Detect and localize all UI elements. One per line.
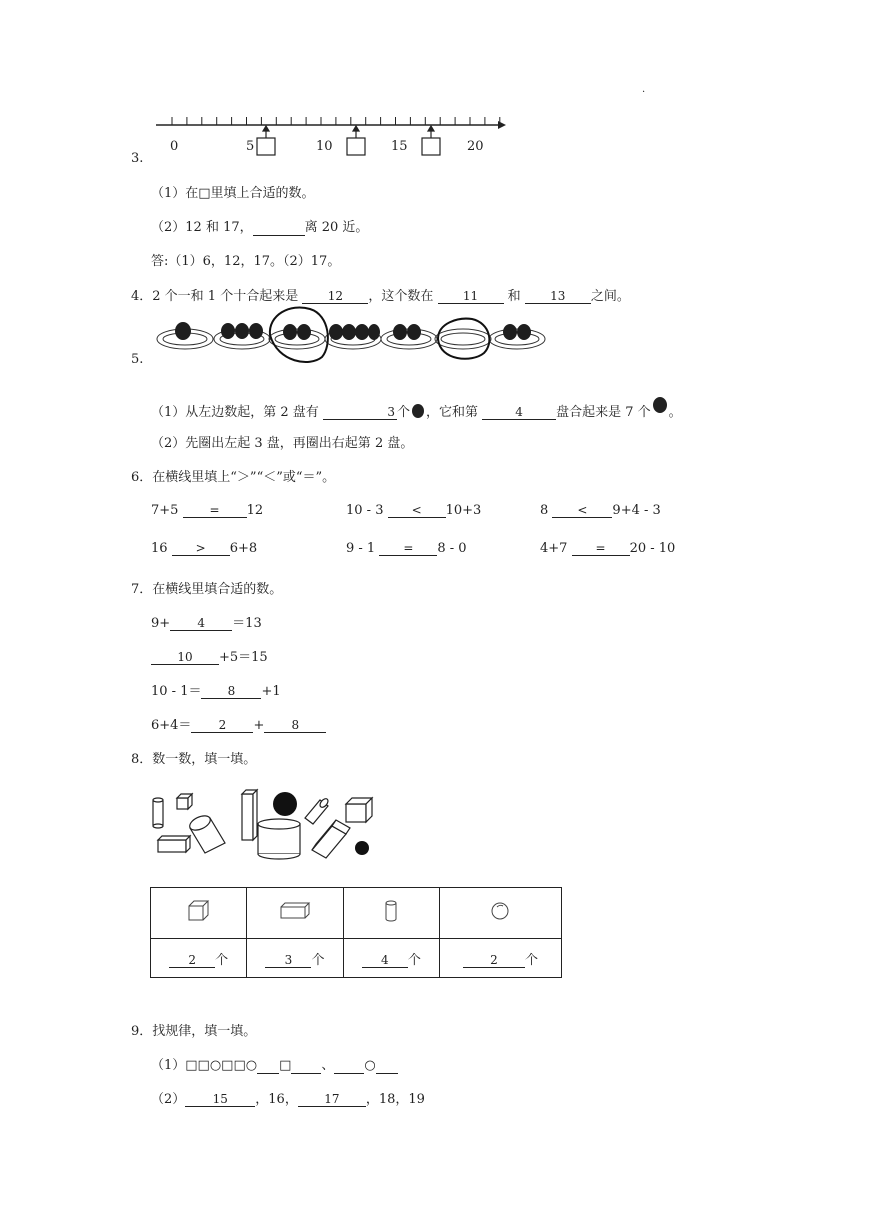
q6-blank[interactable]: > xyxy=(172,541,230,556)
q5-p1-mid2: ，它和第 xyxy=(425,405,478,420)
q6-item-right: 6+8 xyxy=(229,541,258,556)
q9-blank[interactable] xyxy=(257,1059,279,1074)
q4-blank-2[interactable]: 11 xyxy=(438,289,504,304)
q7-text: 6+4＝ xyxy=(151,718,192,733)
q5-part1 xyxy=(151,398,682,420)
unit-label: 个 xyxy=(524,952,538,968)
tick-label-20: 20 xyxy=(467,139,484,154)
q7-line-2 xyxy=(151,646,268,665)
q6-blank[interactable]: = xyxy=(183,503,247,518)
q3-part2 xyxy=(151,216,368,236)
cuboid-icon xyxy=(279,902,311,920)
q6-item-right: 8 - 0 xyxy=(437,541,467,556)
q4-blank-3[interactable]: 13 xyxy=(525,289,591,304)
solid-shapes-picture xyxy=(150,788,390,868)
q7-line-3 xyxy=(151,680,281,699)
shape-icons-row xyxy=(151,888,562,939)
unit-label: 个 xyxy=(215,952,229,968)
q5-p1-mid1: 个 xyxy=(396,405,410,420)
unit-label: 个 xyxy=(407,952,421,968)
q7-line-1 xyxy=(151,612,262,631)
q6-item-left: 4+7 xyxy=(540,541,568,556)
q7-title: 7．在横线里填合适的数。 xyxy=(131,582,283,597)
q5-blank-1[interactable]: 3 xyxy=(323,405,397,420)
q9-blank[interactable] xyxy=(376,1059,398,1074)
q6-item-left: 16 xyxy=(151,541,168,556)
table-cell xyxy=(343,939,439,978)
table-cell xyxy=(439,939,561,978)
table-cell xyxy=(343,888,439,939)
q6-blank[interactable]: = xyxy=(572,541,630,556)
q6-blank[interactable]: < xyxy=(552,503,612,518)
q6-item-2 xyxy=(346,503,481,518)
strawberry-icon xyxy=(410,402,426,418)
table-cell xyxy=(247,888,343,939)
sphere-icon xyxy=(489,900,511,922)
q3-part1: （1）在□里填上合适的数。 xyxy=(151,186,315,201)
cylinder-icon xyxy=(383,899,399,923)
q7-blank[interactable]: 4 xyxy=(170,616,232,631)
strawberry-icon xyxy=(651,398,669,416)
q9-text: □ xyxy=(279,1058,292,1073)
q6-item-4 xyxy=(151,541,257,556)
q7-text: ＝13 xyxy=(232,616,262,631)
q7-blank[interactable]: 8 xyxy=(264,718,326,733)
q3-answer: 答:（1）6，12，17。（2）17。 xyxy=(151,254,341,269)
q6-item-left: 10 - 3 xyxy=(346,503,384,518)
count-sphere-blank[interactable]: 2 xyxy=(463,953,525,968)
q3-part2-after: 离 20 近。 xyxy=(304,220,369,235)
q9-text: ，18，19 xyxy=(365,1092,425,1107)
q8-title: 8．数一数，填一填。 xyxy=(131,752,257,767)
q7-blank[interactable]: 2 xyxy=(191,718,253,733)
q6-item-right: 20 - 10 xyxy=(629,541,676,556)
q6-blank[interactable]: = xyxy=(379,541,437,556)
tick-label-10: 10 xyxy=(316,139,333,154)
q5-number: 5. xyxy=(131,352,144,367)
q3-part2-before: （2）12 和 17， xyxy=(151,220,253,235)
q4-mid1: ，这个数在 xyxy=(368,289,434,304)
tick-label-0: 0 xyxy=(170,139,179,154)
q9-text: 、 xyxy=(321,1058,335,1073)
q7-text: +5＝15 xyxy=(219,650,268,665)
strawberry-plates xyxy=(150,305,550,367)
q6-item-left: 9 - 1 xyxy=(346,541,376,556)
table-cell xyxy=(439,888,561,939)
shape-count-table xyxy=(150,887,562,978)
q5-p1-before: （1）从左边数起，第 2 盘有 xyxy=(151,405,319,420)
q9-text: （1）□□○□□○ xyxy=(151,1058,258,1073)
q9-blank[interactable]: 17 xyxy=(298,1092,366,1107)
q9-title: 9．找规律，填一填。 xyxy=(131,1024,257,1039)
q6-title: 6．在横线里填上“＞”“＜”或“＝”。 xyxy=(131,470,336,485)
q6-item-right: 9+4 - 3 xyxy=(612,503,661,518)
count-cube-blank[interactable]: 2 xyxy=(169,953,215,968)
q9-blank[interactable] xyxy=(291,1059,321,1074)
q6-item-6 xyxy=(540,541,675,556)
tick-label-5: 5 xyxy=(246,139,255,154)
q3-number: 3. xyxy=(131,151,144,166)
count-cylinder-blank[interactable]: 4 xyxy=(362,953,408,968)
table-cell xyxy=(151,888,247,939)
q9-text: （2） xyxy=(151,1092,186,1107)
q9-part2 xyxy=(151,1088,425,1107)
q6-item-3 xyxy=(540,503,661,518)
q4-after: 之间。 xyxy=(590,289,630,304)
tick-label-15: 15 xyxy=(391,139,408,154)
top-dot: . xyxy=(642,84,646,95)
q6-item-left: 8 xyxy=(540,503,549,518)
q9-blank[interactable]: 15 xyxy=(185,1092,255,1107)
q6-item-1 xyxy=(151,503,263,518)
q9-text: ○ xyxy=(364,1058,376,1073)
cube-icon xyxy=(187,900,211,922)
q5-p1-end: 。 xyxy=(668,405,682,420)
q4-before: 4．2 个一和 1 个十合起来是 xyxy=(131,289,299,304)
q5-p1-after: 盘合起来是 7 个 xyxy=(556,405,651,420)
q4-line xyxy=(131,285,630,304)
q6-item-right: 12 xyxy=(246,503,264,518)
q6-item-right: 10+3 xyxy=(445,503,482,518)
table-cell xyxy=(151,939,247,978)
q4-mid2: 和 xyxy=(507,289,521,304)
q7-blank[interactable]: 8 xyxy=(201,684,261,699)
table-cell xyxy=(247,939,343,978)
q9-blank[interactable] xyxy=(334,1059,364,1074)
q7-text: 9+ xyxy=(151,616,171,631)
q5-part2: （2）先圈出左起 3 盘，再圈出右起第 2 盘。 xyxy=(151,436,414,451)
q9-part1 xyxy=(151,1054,398,1074)
q4-blank-1[interactable]: 12 xyxy=(302,289,368,304)
q3-part2-blank[interactable] xyxy=(253,221,305,236)
unit-label: 个 xyxy=(311,952,325,968)
q7-line-4 xyxy=(151,714,326,733)
q9-text: ，16， xyxy=(255,1092,298,1107)
q5-blank-2[interactable]: 4 xyxy=(482,405,556,420)
q7-text: +1 xyxy=(261,684,281,699)
shape-counts-row xyxy=(151,939,562,978)
q7-text: + xyxy=(253,718,265,733)
q6-item-5 xyxy=(346,541,467,556)
count-cuboid-blank[interactable]: 3 xyxy=(265,953,311,968)
q6-blank[interactable]: < xyxy=(388,503,446,518)
q6-item-left: 7+5 xyxy=(151,503,179,518)
q7-text: 10 - 1＝ xyxy=(151,684,202,699)
q7-blank[interactable]: 10 xyxy=(151,650,219,665)
